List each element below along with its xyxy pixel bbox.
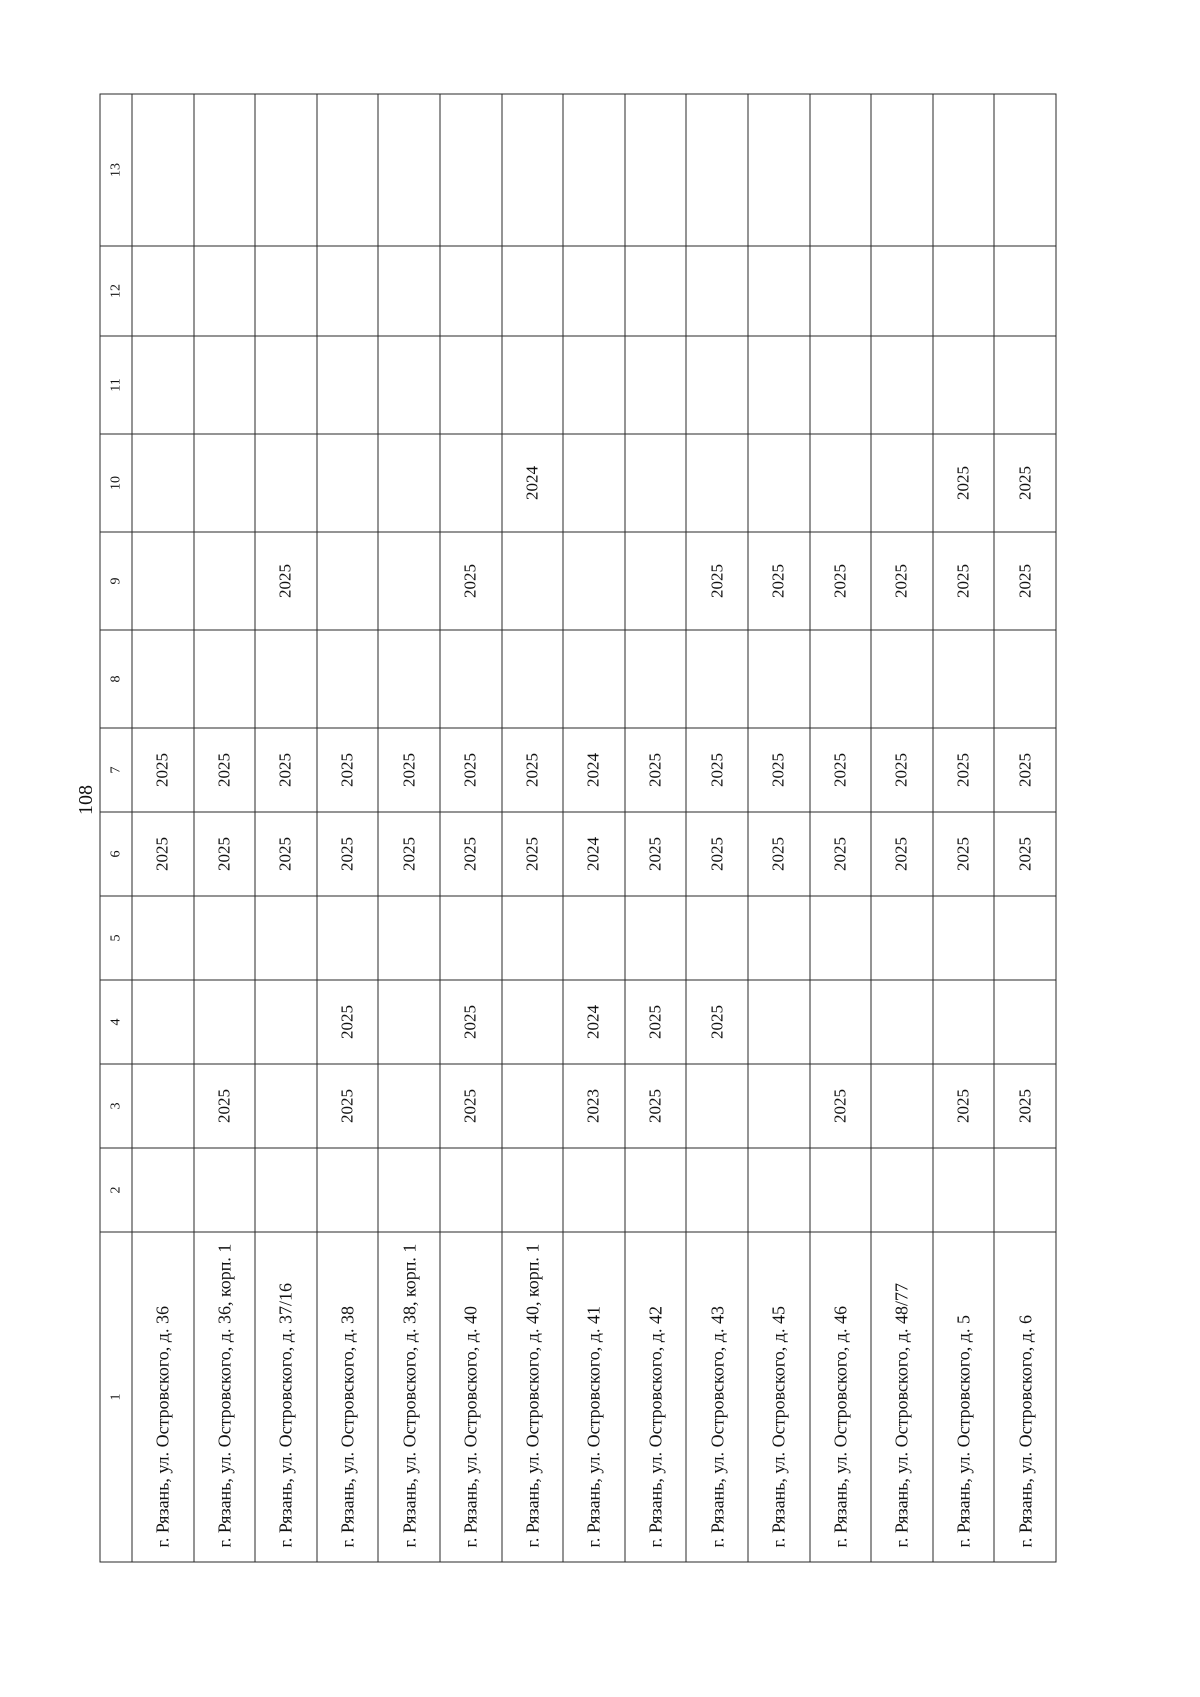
year-cell-col-8 — [810, 630, 872, 728]
column-header-9: 9 — [100, 532, 132, 630]
year-cell-col-3 — [871, 1064, 933, 1148]
year-cell-col-7: 2025 — [502, 728, 564, 812]
table-row — [748, 94, 810, 1562]
year-cell-col-10 — [563, 434, 625, 532]
address-cell: г. Рязань, ул. Островского, д. 48/77 — [871, 1232, 933, 1562]
year-cell-col-13 — [317, 94, 379, 246]
year-cell-col-11 — [686, 336, 748, 434]
year-cell-col-5 — [255, 896, 317, 980]
year-cell-col-10 — [440, 434, 502, 532]
header-row — [100, 94, 132, 1562]
column-header-12: 12 — [100, 246, 132, 336]
address-cell: г. Рязань, ул. Островского, д. 6 — [994, 1232, 1056, 1562]
table-row — [686, 94, 748, 1562]
year-cell-col-5 — [132, 896, 194, 980]
year-cell-col-12 — [994, 246, 1056, 336]
year-cell-col-9 — [132, 532, 194, 630]
year-cell-col-6: 2025 — [317, 812, 379, 896]
year-cell-col-11 — [748, 336, 810, 434]
year-cell-col-6: 2025 — [502, 812, 564, 896]
year-cell-col-8 — [132, 630, 194, 728]
year-cell-col-3: 2025 — [317, 1064, 379, 1148]
year-cell-col-3: 2023 — [563, 1064, 625, 1148]
year-cell-col-7: 2025 — [440, 728, 502, 812]
year-cell-col-4 — [871, 980, 933, 1064]
year-cell-col-12 — [255, 246, 317, 336]
year-cell-col-3 — [502, 1064, 564, 1148]
year-cell-col-9 — [502, 532, 564, 630]
year-cell-col-3 — [378, 1064, 440, 1148]
year-cell-col-12 — [810, 246, 872, 336]
year-cell-col-4: 2025 — [625, 980, 687, 1064]
year-cell-col-2 — [502, 1148, 564, 1232]
year-cell-col-6: 2025 — [378, 812, 440, 896]
table-row — [317, 94, 379, 1562]
year-cell-col-6: 2025 — [625, 812, 687, 896]
year-cell-col-10 — [625, 434, 687, 532]
year-cell-col-10: 2024 — [502, 434, 564, 532]
year-cell-col-13 — [378, 94, 440, 246]
year-cell-col-6: 2025 — [933, 812, 995, 896]
year-cell-col-7: 2025 — [933, 728, 995, 812]
year-cell-col-6: 2025 — [132, 812, 194, 896]
column-header-6: 6 — [100, 812, 132, 896]
column-header-1: 1 — [100, 1232, 132, 1562]
year-cell-col-8 — [994, 630, 1056, 728]
year-cell-col-4: 2025 — [686, 980, 748, 1064]
year-cell-col-11 — [378, 336, 440, 434]
year-cell-col-10: 2025 — [933, 434, 995, 532]
address-cell: г. Рязань, ул. Островского, д. 5 — [933, 1232, 995, 1562]
year-cell-col-2 — [810, 1148, 872, 1232]
year-cell-col-11 — [440, 336, 502, 434]
year-cell-col-12 — [748, 246, 810, 336]
table-row — [994, 94, 1056, 1562]
year-cell-col-7: 2025 — [871, 728, 933, 812]
year-cell-col-6: 2025 — [810, 812, 872, 896]
year-cell-col-8 — [194, 630, 256, 728]
year-cell-col-7: 2024 — [563, 728, 625, 812]
year-cell-col-8 — [255, 630, 317, 728]
year-cell-col-9 — [317, 532, 379, 630]
year-cell-col-13 — [933, 94, 995, 246]
year-cell-col-11 — [563, 336, 625, 434]
year-cell-col-7: 2025 — [686, 728, 748, 812]
year-cell-col-5 — [317, 896, 379, 980]
year-cell-col-7: 2025 — [810, 728, 872, 812]
year-cell-col-9 — [194, 532, 256, 630]
year-cell-col-11 — [625, 336, 687, 434]
year-cell-col-12 — [625, 246, 687, 336]
year-cell-col-8 — [440, 630, 502, 728]
year-cell-col-10 — [378, 434, 440, 532]
year-cell-col-9: 2025 — [748, 532, 810, 630]
year-cell-col-13 — [563, 94, 625, 246]
year-cell-col-3 — [748, 1064, 810, 1148]
year-cell-col-11 — [502, 336, 564, 434]
year-cell-col-2 — [132, 1148, 194, 1232]
year-cell-col-7: 2025 — [625, 728, 687, 812]
year-cell-col-2 — [440, 1148, 502, 1232]
year-cell-col-13 — [440, 94, 502, 246]
year-cell-col-12 — [317, 246, 379, 336]
year-cell-col-6: 2025 — [255, 812, 317, 896]
column-header-10: 10 — [100, 434, 132, 532]
year-cell-col-9: 2025 — [440, 532, 502, 630]
year-cell-col-2 — [255, 1148, 317, 1232]
year-cell-col-10 — [810, 434, 872, 532]
table-row — [933, 94, 995, 1562]
year-cell-col-2 — [317, 1148, 379, 1232]
year-cell-col-10 — [871, 434, 933, 532]
year-cell-col-7: 2025 — [378, 728, 440, 812]
year-cell-col-12 — [871, 246, 933, 336]
address-cell: г. Рязань, ул. Островского, д. 40, корп. 1 — [502, 1232, 564, 1562]
table-row — [194, 94, 256, 1562]
year-cell-col-3: 2025 — [194, 1064, 256, 1148]
year-cell-col-12 — [933, 246, 995, 336]
year-cell-col-3 — [686, 1064, 748, 1148]
year-cell-col-3 — [255, 1064, 317, 1148]
table-row — [810, 94, 872, 1562]
year-cell-col-10 — [194, 434, 256, 532]
year-cell-col-11 — [317, 336, 379, 434]
year-cell-col-9: 2025 — [933, 532, 995, 630]
year-cell-col-2 — [194, 1148, 256, 1232]
table-row — [502, 94, 564, 1562]
address-cell: г. Рязань, ул. Островского, д. 36 — [132, 1232, 194, 1562]
year-cell-col-11 — [871, 336, 933, 434]
table-row — [255, 94, 317, 1562]
year-cell-col-13 — [194, 94, 256, 246]
address-cell: г. Рязань, ул. Островского, д. 46 — [810, 1232, 872, 1562]
year-cell-col-3: 2025 — [933, 1064, 995, 1148]
column-header-8: 8 — [100, 630, 132, 728]
year-cell-col-8 — [871, 630, 933, 728]
year-cell-col-6: 2025 — [748, 812, 810, 896]
year-cell-col-8 — [748, 630, 810, 728]
year-cell-col-5 — [810, 896, 872, 980]
year-cell-col-13 — [625, 94, 687, 246]
schedule-table — [100, 94, 1057, 1563]
year-cell-col-11 — [255, 336, 317, 434]
year-cell-col-3: 2025 — [440, 1064, 502, 1148]
year-cell-col-8 — [933, 630, 995, 728]
address-cell: г. Рязань, ул. Островского, д. 43 — [686, 1232, 748, 1562]
year-cell-col-7: 2025 — [255, 728, 317, 812]
year-cell-col-2 — [933, 1148, 995, 1232]
year-cell-col-12 — [563, 246, 625, 336]
table-row — [132, 94, 194, 1562]
year-cell-col-12 — [132, 246, 194, 336]
year-cell-col-4 — [933, 980, 995, 1064]
address-cell: г. Рязань, ул. Островского, д. 40 — [440, 1232, 502, 1562]
year-cell-col-12 — [502, 246, 564, 336]
column-header-3: 3 — [100, 1064, 132, 1148]
year-cell-col-8 — [686, 630, 748, 728]
year-cell-col-4: 2024 — [563, 980, 625, 1064]
year-cell-col-9 — [563, 532, 625, 630]
year-cell-col-4 — [994, 980, 1056, 1064]
year-cell-col-5 — [440, 896, 502, 980]
year-cell-col-12 — [194, 246, 256, 336]
year-cell-col-11 — [810, 336, 872, 434]
year-cell-col-5 — [563, 896, 625, 980]
year-cell-col-7: 2025 — [748, 728, 810, 812]
year-cell-col-7: 2025 — [317, 728, 379, 812]
year-cell-col-10 — [686, 434, 748, 532]
year-cell-col-12 — [378, 246, 440, 336]
address-cell: г. Рязань, ул. Островского, д. 38, корп. 1 — [378, 1232, 440, 1562]
year-cell-col-13 — [748, 94, 810, 246]
table-row — [625, 94, 687, 1562]
year-cell-col-5 — [994, 896, 1056, 980]
year-cell-col-3 — [132, 1064, 194, 1148]
year-cell-col-6: 2025 — [194, 812, 256, 896]
year-cell-col-7: 2025 — [194, 728, 256, 812]
year-cell-col-4 — [748, 980, 810, 1064]
year-cell-col-12 — [440, 246, 502, 336]
column-header-5: 5 — [100, 896, 132, 980]
year-cell-col-5 — [194, 896, 256, 980]
year-cell-col-10 — [132, 434, 194, 532]
address-cell: г. Рязань, ул. Островского, д. 45 — [748, 1232, 810, 1562]
address-cell: г. Рязань, ул. Островского, д. 37/16 — [255, 1232, 317, 1562]
year-cell-col-4 — [194, 980, 256, 1064]
year-cell-col-12 — [686, 246, 748, 336]
year-cell-col-8 — [563, 630, 625, 728]
year-cell-col-2 — [378, 1148, 440, 1232]
year-cell-col-7: 2025 — [132, 728, 194, 812]
column-header-11: 11 — [100, 336, 132, 434]
year-cell-col-8 — [502, 630, 564, 728]
column-header-7: 7 — [100, 728, 132, 812]
year-cell-col-9: 2025 — [871, 532, 933, 630]
year-cell-col-11 — [933, 336, 995, 434]
year-cell-col-9: 2025 — [686, 532, 748, 630]
year-cell-col-13 — [686, 94, 748, 246]
year-cell-col-4 — [132, 980, 194, 1064]
year-cell-col-2 — [686, 1148, 748, 1232]
year-cell-col-5 — [502, 896, 564, 980]
year-cell-col-13 — [502, 94, 564, 246]
year-cell-col-13 — [994, 94, 1056, 246]
year-cell-col-9 — [378, 532, 440, 630]
page-number: 108 — [75, 785, 97, 815]
year-cell-col-6: 2025 — [994, 812, 1056, 896]
year-cell-col-4: 2025 — [317, 980, 379, 1064]
table-row — [378, 94, 440, 1562]
year-cell-col-10 — [255, 434, 317, 532]
year-cell-col-9: 2025 — [994, 532, 1056, 630]
year-cell-col-11 — [132, 336, 194, 434]
address-cell: г. Рязань, ул. Островского, д. 36, корп. 1 — [194, 1232, 256, 1562]
table-row — [871, 94, 933, 1562]
table-row — [563, 94, 625, 1562]
year-cell-col-11 — [194, 336, 256, 434]
year-cell-col-13 — [255, 94, 317, 246]
column-header-2: 2 — [100, 1148, 132, 1232]
year-cell-col-4 — [378, 980, 440, 1064]
address-cell: г. Рязань, ул. Островского, д. 38 — [317, 1232, 379, 1562]
year-cell-col-3: 2025 — [625, 1064, 687, 1148]
year-cell-col-10 — [317, 434, 379, 532]
year-cell-col-3: 2025 — [994, 1064, 1056, 1148]
year-cell-col-5 — [871, 896, 933, 980]
year-cell-col-13 — [810, 94, 872, 246]
year-cell-col-10 — [748, 434, 810, 532]
year-cell-col-5 — [748, 896, 810, 980]
year-cell-col-4 — [255, 980, 317, 1064]
column-header-4: 4 — [100, 980, 132, 1064]
year-cell-col-2 — [748, 1148, 810, 1232]
year-cell-col-9: 2025 — [255, 532, 317, 630]
year-cell-col-5 — [378, 896, 440, 980]
year-cell-col-8 — [625, 630, 687, 728]
address-cell: г. Рязань, ул. Островского, д. 42 — [625, 1232, 687, 1562]
year-cell-col-5 — [933, 896, 995, 980]
year-cell-col-11 — [994, 336, 1056, 434]
year-cell-col-13 — [132, 94, 194, 246]
year-cell-col-9 — [625, 532, 687, 630]
year-cell-col-6: 2025 — [440, 812, 502, 896]
year-cell-col-4 — [810, 980, 872, 1064]
year-cell-col-2 — [994, 1148, 1056, 1232]
table-row — [440, 94, 502, 1562]
year-cell-col-4 — [502, 980, 564, 1064]
year-cell-col-4: 2025 — [440, 980, 502, 1064]
year-cell-col-3: 2025 — [810, 1064, 872, 1148]
year-cell-col-10: 2025 — [994, 434, 1056, 532]
year-cell-col-9: 2025 — [810, 532, 872, 630]
year-cell-col-7: 2025 — [994, 728, 1056, 812]
year-cell-col-2 — [625, 1148, 687, 1232]
year-cell-col-8 — [317, 630, 379, 728]
year-cell-col-5 — [625, 896, 687, 980]
year-cell-col-8 — [378, 630, 440, 728]
address-cell: г. Рязань, ул. Островского, д. 41 — [563, 1232, 625, 1562]
schedule-table-container — [100, 95, 1057, 1563]
year-cell-col-6: 2024 — [563, 812, 625, 896]
year-cell-col-6: 2025 — [686, 812, 748, 896]
year-cell-col-2 — [871, 1148, 933, 1232]
year-cell-col-6: 2025 — [871, 812, 933, 896]
year-cell-col-2 — [563, 1148, 625, 1232]
table-body — [132, 94, 1056, 1562]
column-header-13: 13 — [100, 94, 132, 246]
year-cell-col-13 — [871, 94, 933, 246]
year-cell-col-5 — [686, 896, 748, 980]
